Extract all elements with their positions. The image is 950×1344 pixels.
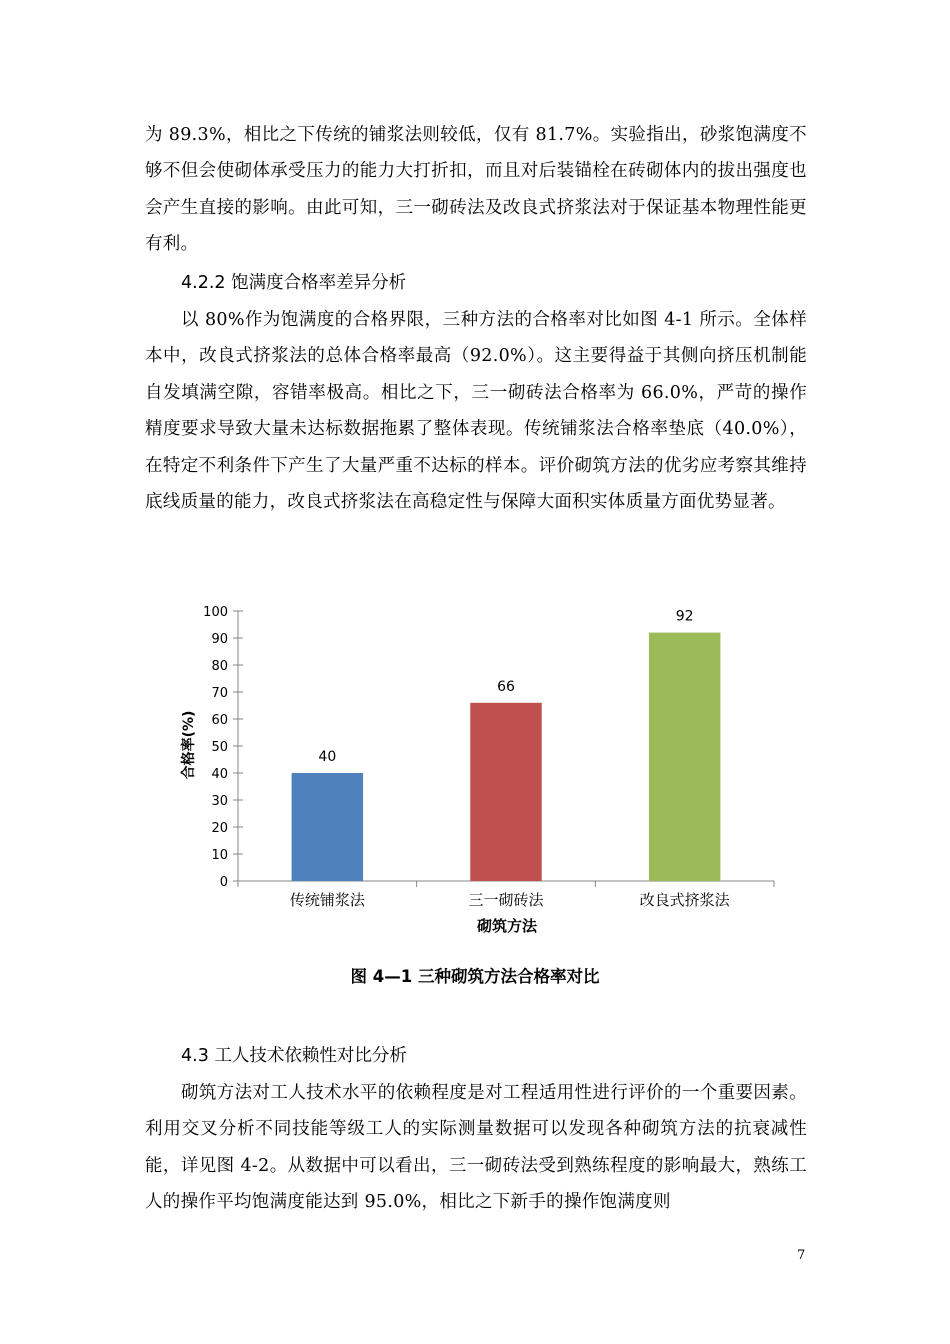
y-tick-label: 50: [211, 740, 228, 755]
bar: [470, 703, 541, 881]
bar: [292, 773, 363, 881]
y-tick-label: 20: [211, 821, 228, 836]
figure-caption: 图 4—1 三种砌筑方法合格率对比: [350, 967, 600, 986]
bars-group: [292, 609, 721, 881]
x-axis: [238, 881, 774, 909]
section-heading-4-2-2: 4.2.2 饱满度合格率差异分析: [181, 273, 407, 293]
y-tick-label: 30: [211, 794, 228, 809]
y-tick-label: 0: [219, 875, 228, 890]
paragraph-pass-rate: 以 80%作为饱满度的合格界限，三种方法的合格率对比如图 4-1 所示。全体样本中，改良式挤浆法的总体合格率最高（92.0%）。这主要得益于其侧向挤压机制能自发填满空隙，容错率极高。相比之下，三一砌砖法合格率为 66.0%，严苛的操作精度要求导致大量未达标数据拖累了整体表现。传统铺浆法合格率垫底（40.0%），在特定不利条件下产生了大量严重不达标的样本。评价砌筑方法的优劣应考察其维持底线质量的能力，改良式挤浆法在高稳定性与保障大面积实体质量方面优势显著。: [145, 310, 807, 513]
y-tick-label: 60: [211, 713, 228, 728]
bar-data-label: 66: [497, 678, 515, 695]
paragraph-skill-dependency: 砌筑方法对工人技术水平的依赖程度是对工程适用性进行评价的一个重要因素。利用交叉分析不同技能等级工人的实际测量数据可以发现各种砌筑方法的抗衰减性能，详见图 4-2。从数据中可以看出，三一砌砖法受到熟练程度的影响最大，熟练工人的操作平均饱满度能达到 95.0%，相比之下新手的操作饱满度则: [145, 1083, 807, 1213]
y-tick-label: 90: [211, 632, 228, 647]
y-tick-label: 70: [211, 686, 228, 701]
bar-data-label: 92: [675, 608, 694, 625]
y-tick-label: 100: [203, 605, 228, 620]
section-heading-4-3: 4.3 工人技术依赖性对比分析: [181, 1046, 407, 1066]
x-axis-label: 砌筑方法: [476, 917, 538, 935]
y-tick-label: 10: [211, 848, 228, 863]
y-tick-label: 80: [211, 659, 228, 674]
page-number: 7: [797, 1248, 806, 1263]
y-tick-label: 40: [211, 767, 228, 782]
y-axis: [203, 605, 243, 890]
x-category-label: 改良式挤浆法: [639, 891, 730, 909]
bar: [649, 633, 720, 881]
bar-data-label: 40: [318, 749, 337, 765]
x-category-label: 三一砌砖法: [468, 891, 544, 909]
y-axis-label: 合格率(%): [181, 710, 197, 780]
pass-rate-bar-chart: [160, 590, 800, 950]
x-category-label: 传统铺浆法: [289, 891, 365, 909]
paragraph-continued: 为 89.3%，相比之下传统的铺浆法则较低，仅有 81.7%。实验指出，砂浆饱满度不够不但会使砌体承受压力的能力大打折扣，而且对后装锚栓在砖砌体内的拔出强度也会产生直接的影响。由此可知，三一砌砖法及改良式挤浆法对于保证基本物理性能更有利。: [145, 125, 807, 255]
